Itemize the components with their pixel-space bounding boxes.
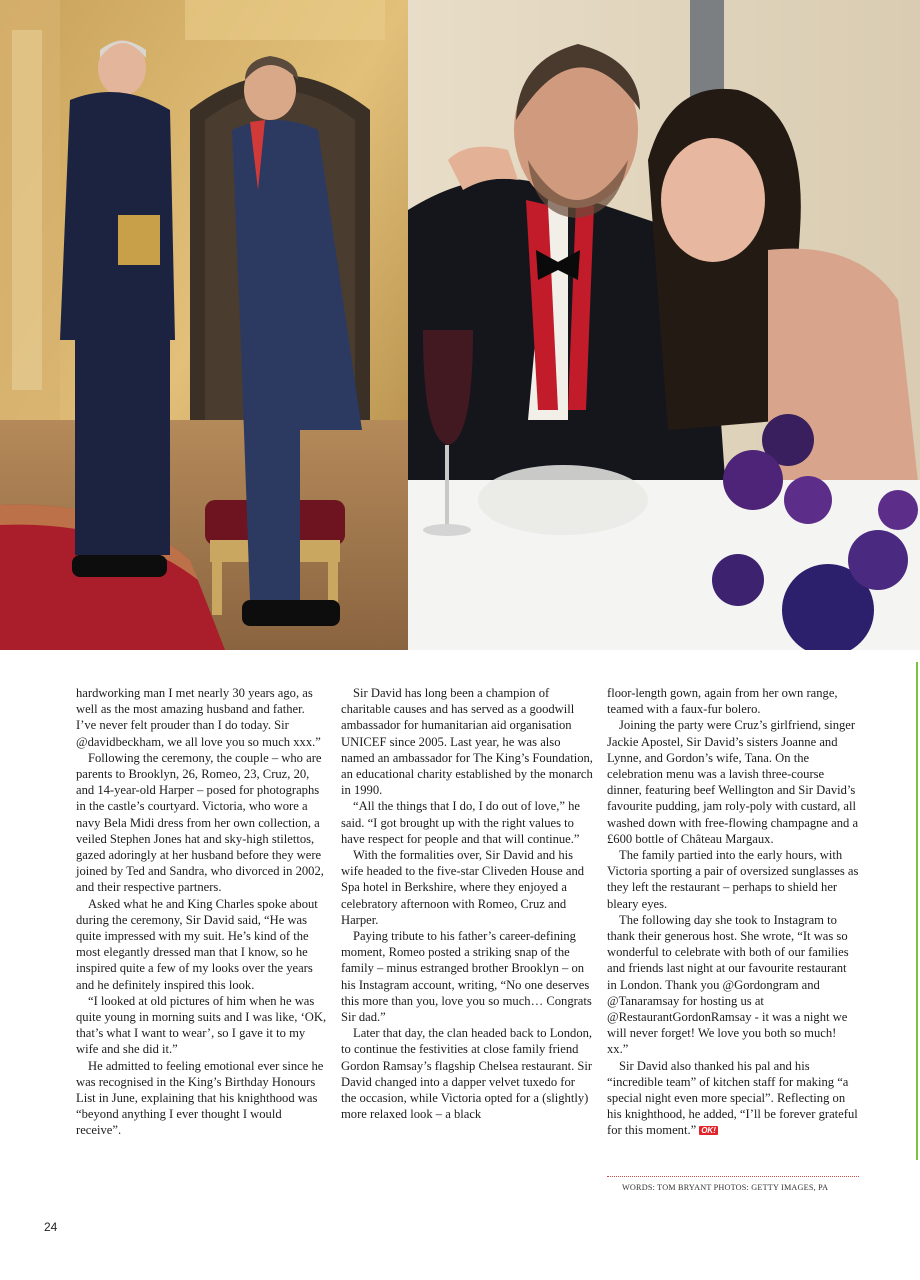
article-column-3 bbox=[607, 685, 859, 1139]
article-paragraph: Sir David has long been a champion of charitable causes and has served as a goodwill ambassador for humanitarian aid organisation UNICEF since 2005. Last year, he was also named an ambassador for The King’s Foundation, an educational charity established by the monarch in 1990. bbox=[341, 686, 593, 798]
article-paragraph: hardworking man I met nearly 30 years ago, as well as the most amazing husband and father. I’ve never felt prouder than I do today. Sir @davidbeckham, we all love you so much xxx.” bbox=[76, 686, 321, 749]
photo-celebration-dinner bbox=[408, 0, 920, 650]
article-paragraph: “I looked at old pictures of him when he was quite young in morning suits and I was like, ‘OK, that’s what I want to wear’, so I gave it to my wife and she did it.” bbox=[76, 993, 327, 1057]
article-paragraph: Later that day, the clan headed back to London, to continue the festivities at close family friend Gordon Ramsay’s flagship Chelsea restaurant. Sir David changed into a dapper velvet tuxedo for the occasion, while Victoria opted for a (slightly) more relaxed look – a black bbox=[341, 1026, 593, 1122]
article-paragraph: Following the ceremony, the couple – who are parents to Brooklyn, 26, Romeo, 23, Cruz, 20, and 14-year-old Harper – posed for photographs in the castle’s courtyard. Victoria, who wore a navy Bela Midi dress from her own collection, a veiled Stephen Jones hat and sky-high stilettos, gazed adoringly at her husband before they were joined by Ted and Sandra, who divorced in 2002, and their respective partners. bbox=[76, 750, 324, 895]
article-paragraph: Sir David also thanked his pal and his “incredible team” of kitchen staff for making “a special night even more special”. Reflecting on his knighthood, he added, “I’ll be forever grateful for this moment.” OK! bbox=[607, 1058, 858, 1138]
article-paragraph: He admitted to feeling emotional ever since he was recognised in the King’s Birthday Honours List in June, explaining that his knighthood was “beyond anything I ever thought I would receive”. bbox=[76, 1058, 324, 1138]
article-paragraph: floor-length gown, again from her own range, teamed with a faux-fur bolero. bbox=[607, 686, 838, 717]
article-paragraph: The following day she took to Instagram to thank their generous host. She wrote, “It was so wonderful to celebrate with both of our families and friends last night at our favourite restaurant in London. Thank you @Gordongram and @Tanaramsay for hosting us at @RestaurantGordonRamsay - it was a night we will never forget! We love you both so much! xx.” bbox=[607, 912, 849, 1057]
article-column-1 bbox=[76, 685, 328, 1139]
dinner-illustration bbox=[408, 0, 920, 650]
article-paragraph: Joining the party were Cruz’s girlfriend, singer Jackie Apostel, Sir David’s sisters Joanne and Lynne, and Gordon’s wife, Tana. On the celebration menu was a lavish three-course dinner, featuring beef Wellington and Sir David’s favourite pudding, jam roly-poly with custard, all washed down with free-flowing champagne and a £600 bottle of Château Margaux. bbox=[607, 718, 859, 846]
article-paragraph: Asked what he and King Charles spoke about during the ceremony, Sir David said, “He was quite impressed with my suit. He’s kind of the most elegantly dressed man that I know, so he inspired quite a few of my looks over the years and he definitely inspired this look. bbox=[76, 896, 318, 992]
ok-end-mark: OK! bbox=[701, 1126, 716, 1136]
article-paragraph: The family partied into the early hours, with Victoria sporting a pair of oversized sunglasses as they left the restaurant – perhaps to shield her bleary eyes. bbox=[607, 848, 859, 911]
ceremony-illustration bbox=[0, 0, 408, 650]
article-paragraph: With the formalities over, Sir David and his wife headed to the five-star Cliveden House and Spa hotel in Berkshire, where they enjoyed a celebratory afternoon with Romeo, Cruz and Harper. bbox=[341, 848, 585, 927]
article-paragraph: “All the things that I do, I do out of love,” he said. “I got brought up with the right values to have respect for people and that will continue.” bbox=[341, 799, 580, 846]
article-paragraph: Paying tribute to his father’s career-defining moment, Romeo posted a striking snap of the family – minus estranged brother Brooklyn – on his Instagram account, writing, “No one deserves this more than you, love you so much… Congrats Sir dad.” bbox=[341, 929, 592, 1025]
page-number: 24 bbox=[44, 1220, 58, 1234]
photo-knighthood-ceremony bbox=[0, 0, 408, 650]
article-column-2 bbox=[341, 685, 593, 1122]
accent-rule bbox=[916, 662, 918, 1160]
photo-credits: WORDS: TOM BRYANT PHOTOS: GETTY IMAGES, PA bbox=[622, 1183, 829, 1192]
credits-divider bbox=[607, 1176, 859, 1177]
